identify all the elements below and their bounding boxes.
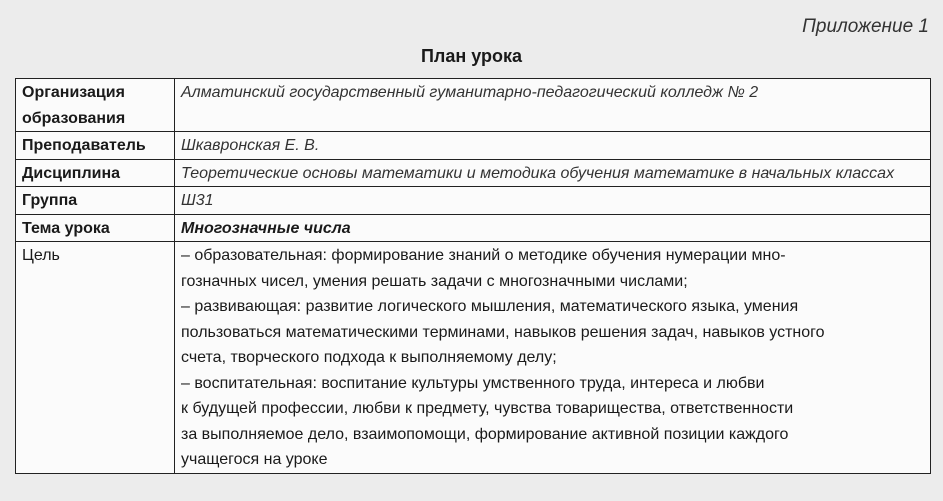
table-row — [16, 79, 931, 132]
row-label-discipline: Дисциплина — [16, 159, 175, 187]
row-label-organization: Организация образования — [16, 79, 175, 132]
table-row — [16, 159, 931, 187]
row-label-topic: Тема урока — [16, 214, 175, 242]
row-value-goal — [175, 242, 931, 474]
table-row — [16, 242, 931, 474]
row-label-teacher: Преподаватель — [16, 132, 175, 160]
goal-line: – развивающая: развитие логического мышления, математического языка, умения — [181, 298, 799, 315]
table-row — [16, 214, 931, 242]
goal-line: – воспитательная: воспитание культуры умственного труда, интереса и любви — [181, 374, 765, 392]
goal-line: – образовательная: формирование знаний о методике обучения нумерации мно- — [181, 247, 786, 264]
row-value-teacher: Шкавронская Е. В. — [175, 132, 931, 160]
row-label-goal: Цель — [16, 242, 175, 474]
goal-line: гозначных чисел, умения решать задачи с многозначными числами; — [181, 272, 688, 290]
appendix-label: Приложение 1 — [802, 16, 929, 37]
goal-line: пользоваться математическими терминами, навыков решения задач, навыков устного — [181, 323, 825, 341]
row-label-group: Группа — [16, 187, 175, 215]
row-value-group: Ш31 — [175, 187, 931, 215]
goal-line: за выполняемое дело, взаимопомощи, формирование активной позиции каждого — [181, 425, 789, 443]
goal-line: к будущей профессии, любви к предмету, чувства товарищества, ответственности — [181, 400, 794, 417]
row-value-discipline: Теоретические основы математики и методика обучения математике в начальных классах — [175, 159, 931, 187]
goal-line: счета, творческого подхода к выполняемому делу; — [181, 349, 557, 366]
table-row — [16, 187, 931, 215]
goal-line: учащегося на уроке — [181, 451, 328, 468]
row-value-organization: Алматинский государственный гуманитарно-педагогический колледж № 2 — [175, 79, 931, 132]
row-value-topic: Многозначные числа — [175, 214, 931, 242]
page-title: План урока — [420, 46, 523, 66]
lesson-plan-table — [15, 78, 931, 474]
table-row — [16, 132, 931, 160]
